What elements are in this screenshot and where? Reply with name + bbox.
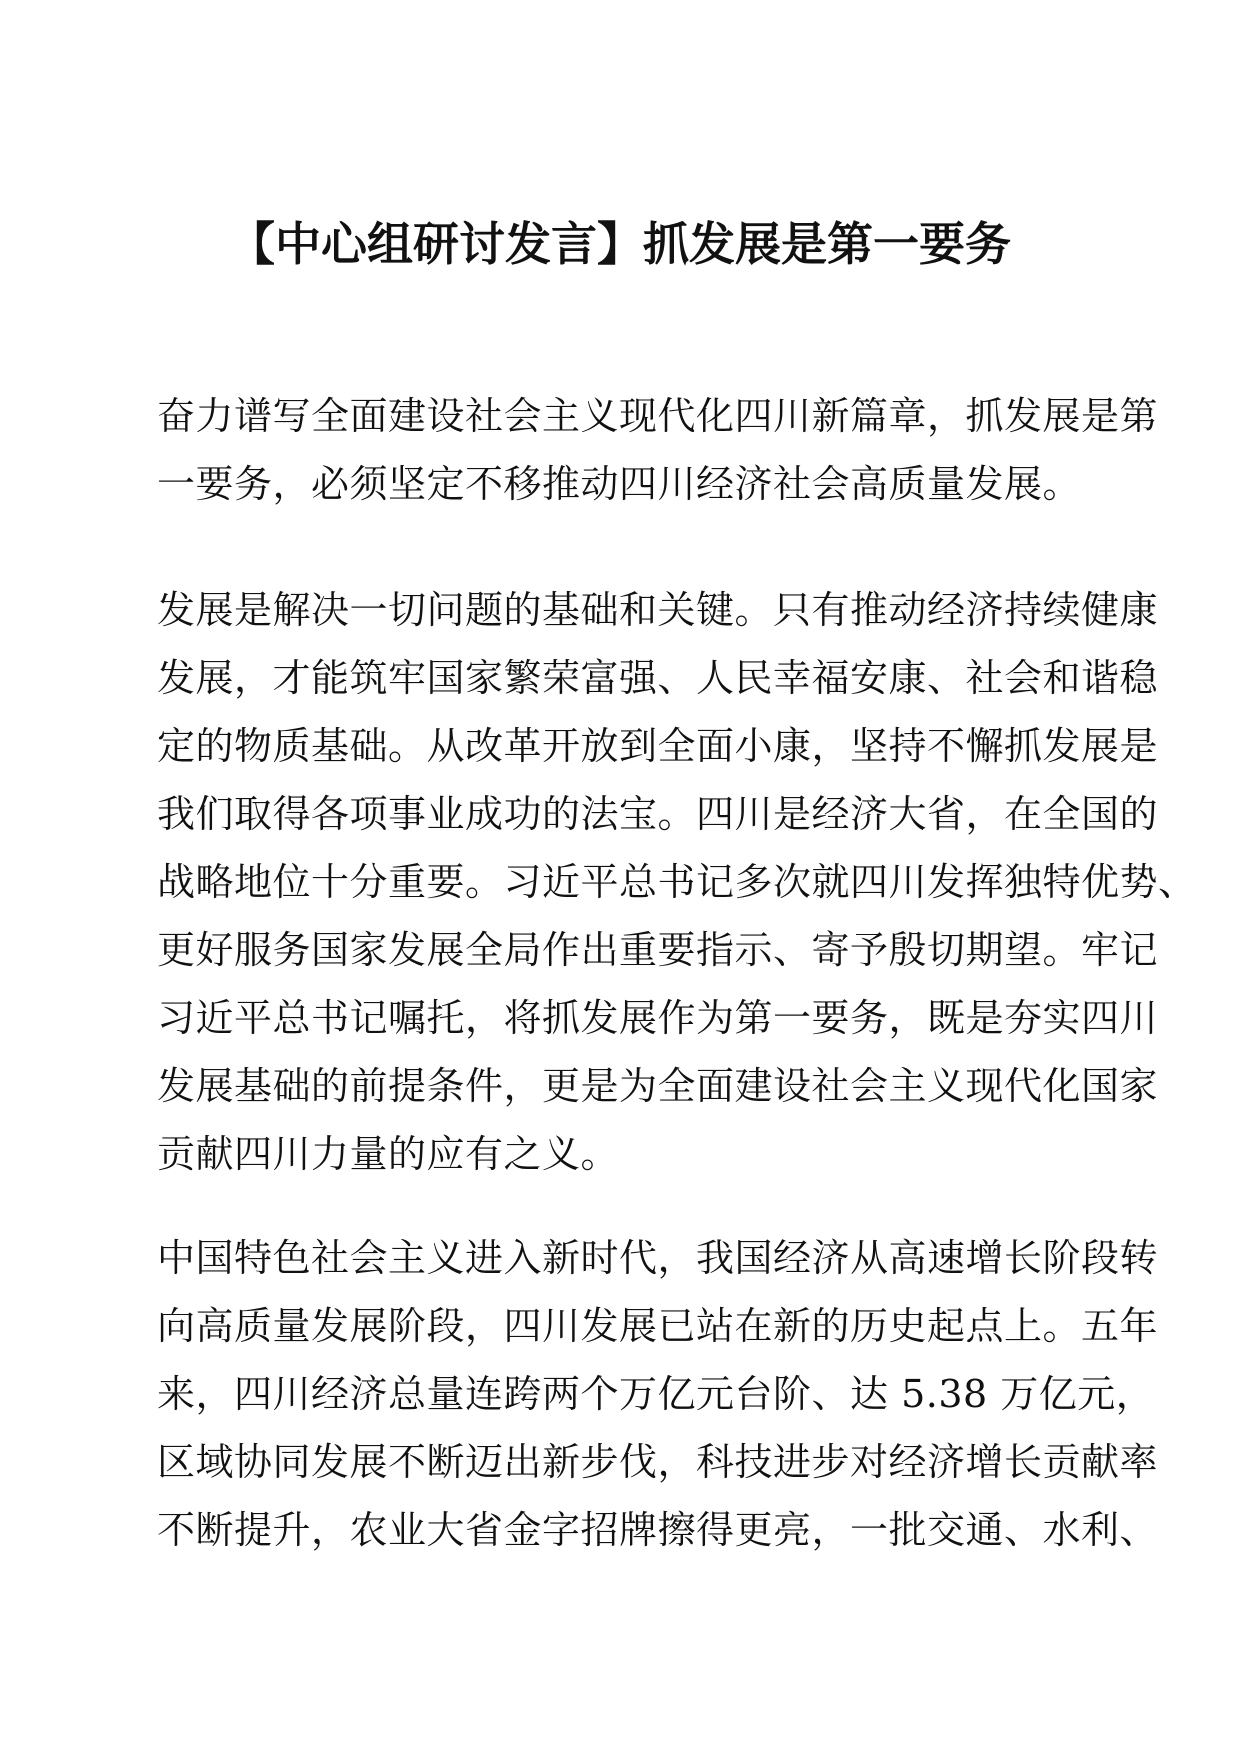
text-line: 中国特色社会主义进入新时代，我国经济从高速增长阶段转 xyxy=(157,1236,1159,1280)
text-line: 向高质量发展阶段，四川发展已站在新的历史起点上。五年 xyxy=(157,1304,1159,1348)
text-line: 我们取得各项事业成功的法宝。四川是经济大省，在全国的 xyxy=(157,792,1159,836)
text-line: 更好服务国家发展全局作出重要指示、寄予殷切期望。牢记 xyxy=(157,928,1159,972)
text-line: 战略地位十分重要。习近平总书记多次就四川发挥独特优势、 xyxy=(157,860,1197,904)
text-line: 区域协同发展不断迈出新步伐，科技进步对经济增长贡献率 xyxy=(157,1440,1159,1484)
document-title: 【中心组研讨发言】抓发展是第一要务 xyxy=(229,217,1011,271)
text-line: 不断提升，农业大省金字招牌擦得更亮，一批交通、水利、 xyxy=(157,1508,1159,1552)
text-line: 来，四川经济总量连跨两个万亿元台阶、达 5.38 万亿元， xyxy=(157,1372,1155,1416)
text-line: 习近平总书记嘱托，将抓发展作为第一要务，既是夯实四川 xyxy=(157,996,1159,1040)
paragraph-1 xyxy=(157,382,1159,518)
text-line: 发展是解决一切问题的基础和关键。只有推动经济持续健康 xyxy=(157,588,1159,632)
text-line: 奋力谱写全面建设社会主义现代化四川新篇章，抓发展是第 xyxy=(157,394,1159,438)
text-line: 发展，才能筑牢国家繁荣富强、人民幸福安康、社会和谐稳 xyxy=(157,656,1159,700)
text-line: 贡献四川力量的应有之义。 xyxy=(157,1132,620,1176)
paragraph-2 xyxy=(157,576,1197,1188)
paragraph-3 xyxy=(157,1224,1159,1564)
text-line: 一要务，必须坚定不移推动四川经济社会高质量发展。 xyxy=(157,462,1082,506)
text-line: 定的物质基础。从改革开放到全面小康，坚持不懈抓发展是 xyxy=(157,724,1159,768)
text-line: 发展基础的前提条件，更是为全面建设社会主义现代化国家 xyxy=(157,1064,1159,1108)
